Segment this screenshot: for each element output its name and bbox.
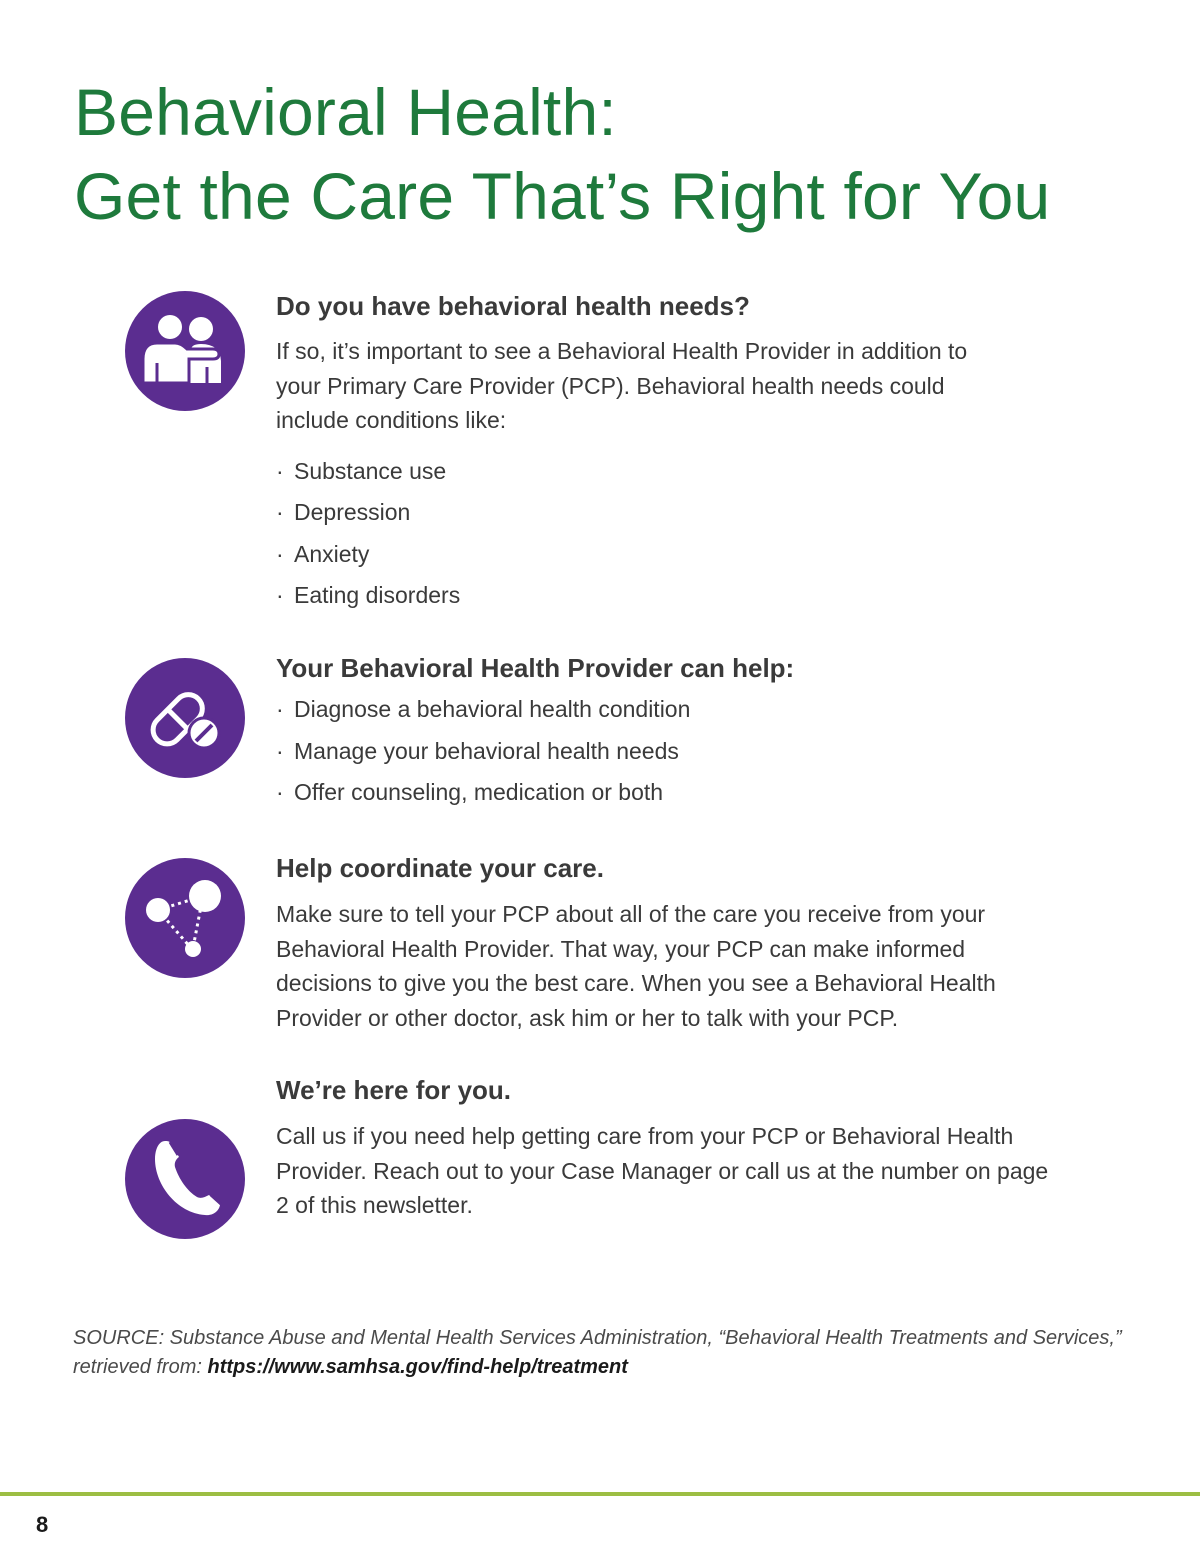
- list-item: · Manage your behavioral health needs: [276, 737, 679, 764]
- section-body: If so, it’s important to see a Behavioral Health Provider in addition to your Primary Care Provider (PCP). Behavioral health needs could include conditions like:: [276, 338, 968, 433]
- list-item: · Anxiety: [276, 540, 370, 567]
- section-coordinate-care: [276, 851, 1076, 1035]
- section-behavioral-health-needs: [276, 289, 1076, 617]
- source-text: SOURCE: Substance Abuse and Mental Health Services Administration, “Behavioral Health Treatments and Services,” retrieved from:: [73, 1327, 1122, 1378]
- people-icon: [125, 291, 245, 411]
- help-list: [276, 689, 1076, 814]
- conditions-list: [276, 451, 1076, 617]
- section-heading: Do you have behavioral health needs?: [276, 291, 750, 321]
- phone-icon: [125, 1119, 245, 1239]
- section-heading: Help coordinate your care.: [276, 853, 604, 883]
- footer-rule: [0, 1492, 1200, 1496]
- page-title: [74, 70, 1050, 238]
- section-provider-can-help: [276, 651, 1076, 814]
- page-title-line-1: Behavioral Health:: [74, 75, 617, 149]
- list-item: · Substance use: [276, 457, 447, 484]
- section-body: Call us if you need help getting care from your PCP or Behavioral Health Provider. Reach out to your Case Manager or call us at the number on page 2 of this newsletter.: [276, 1123, 1049, 1218]
- section-heading: We’re here for you.: [276, 1075, 512, 1105]
- network-icon: [125, 858, 245, 978]
- list-item: · Eating disorders: [276, 582, 461, 608]
- page-title-line-2: Get the Care That’s Right for You: [74, 159, 1051, 233]
- list-item: · Diagnose a behavioral health condition: [276, 696, 691, 722]
- list-item: · Offer counseling, medication or both: [276, 779, 664, 805]
- section-heading: Your Behavioral Health Provider can help:: [276, 653, 795, 683]
- source-citation: [73, 1324, 1133, 1382]
- section-here-for-you: [276, 1073, 1076, 1223]
- list-item: · Depression: [276, 499, 411, 525]
- pills-icon: [125, 658, 245, 778]
- section-body: Make sure to tell your PCP about all of the care you receive from your Behavioral Health Provider. That way, your PCP can make informed decisions to give you the best care. When you see a Behavioral Health Provider or other doctor, ask him or her to talk with your PCP.: [276, 901, 996, 1031]
- source-link[interactable]: https://www.samhsa.gov/find-help/treatment: [207, 1356, 628, 1378]
- page-number: 8: [36, 1512, 49, 1537]
